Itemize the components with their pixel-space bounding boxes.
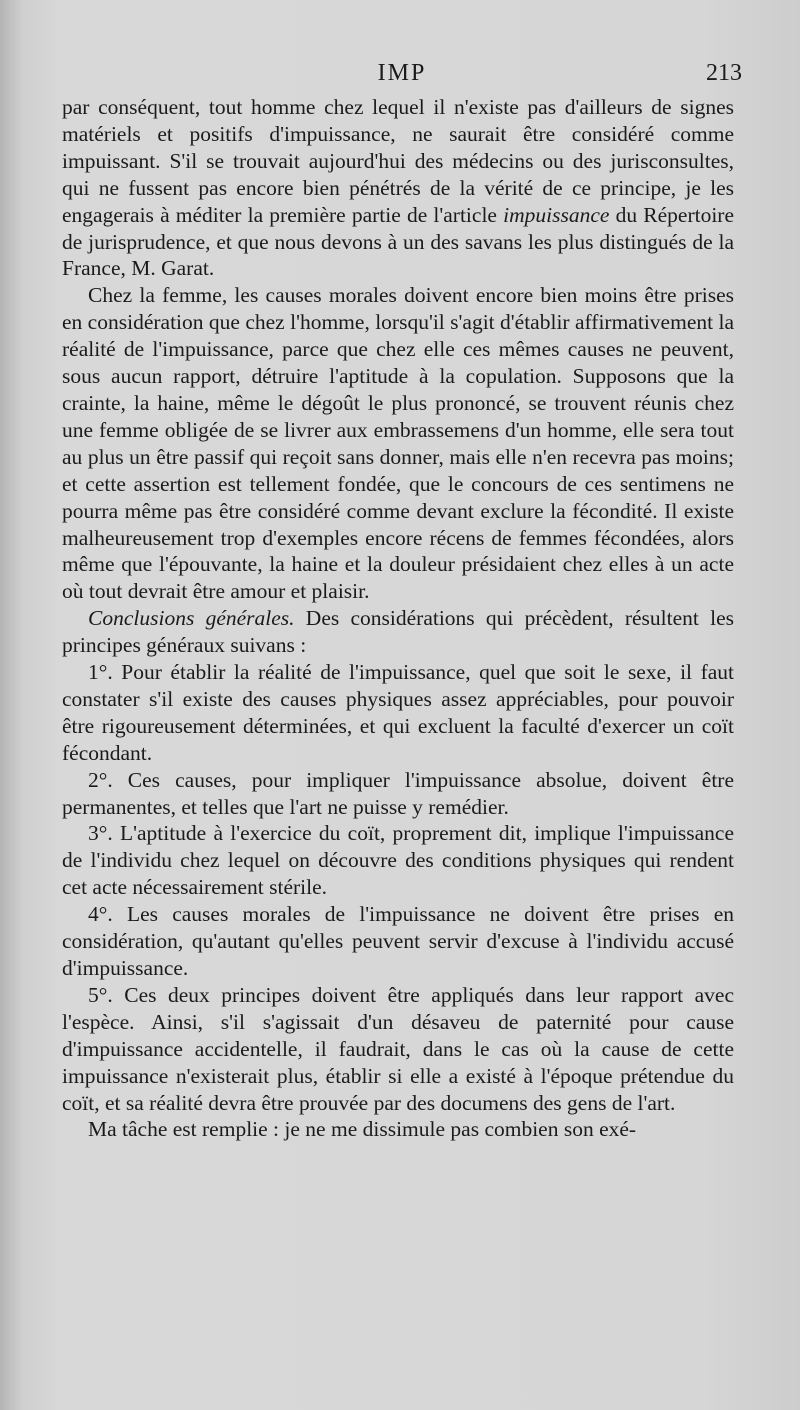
paragraph-conclusions (62, 605, 734, 659)
page-number: 213 (706, 60, 742, 86)
principle-1: 1°. Pour établir la réalité de l'impuissance, quel que soit le sexe, il faut constater s'il existe des causes physiques assez appréciables, pour pouvoir être rigoureusement déterminées, et qui excluent la faculté d'exercer un coït fécondant. (62, 660, 734, 765)
paragraph-final: Ma tâche est remplie : je ne me dissimule pas combien son exé- (88, 1117, 637, 1142)
paragraph-text: par conséquent, tout homme chez lequel il n'existe pas d'ailleurs de signes matériels et positifs d'impuissance, ne saurait être considéré comme impuissant. S'il se trouvait aujourd'hui des médecins ou des jurisconsultes, qui ne fussent pas encore bien pénétrés de la vérité de ce principe, je les engagerais à méditer la première partie de l'article (62, 95, 734, 227)
principle-3: 3°. L'aptitude à l'exercice du coït, proprement dit, implique l'impuissance de l'individu chez lequel on découvre des conditions physiques qui rendent cet acte nécessairement stérile. (62, 821, 734, 900)
italic-term: impuissance (503, 202, 610, 227)
page-header (62, 58, 742, 92)
principle-5: 5°. Ces deux principes doivent être appliqués dans leur rapport avec l'espèce. Ainsi, s'il s'agissait d'un désaveu de paternité pour cause d'impuissance accidentelle, il faudrait, dans le cas où la cause de cette impuissance n'existerait plus, établir si elle a existé à l'époque prétendue du coït, et sa réalité devra être prouvée par des documens des gens de l'art. (62, 982, 734, 1115)
paragraph-women: Chez la femme, les causes morales doivent encore bien moins être prises en considération que chez l'homme, lorsqu'il s'agit d'établir affirmativement la réalité de l'impuissance, parce que chez elle ces mêmes causes ne peuvent, sous aucun rapport, détruire l'aptitude à la copulation. Supposons que la crainte, la haine, même le dégoût le plus prononcé, se trouvent réunis chez une femme obligée de se livrer aux embrassemens d'un homme, elle sera tout au plus un être passif qui reçoit sans donner, mais elle n'en recevra pas moins; et cette assertion est tellement fondée, que le concours de ces sentimens ne pourra même pas être considéré comme devant exclure la fécondité. Il existe malheureusement trop d'exemples encore récens de femmes fécondées, alors même que l'épouvante, la haine et la douleur présidaient chez elles à un acte où tout devrait être amour et plaisir. (62, 283, 734, 604)
principle-4: 4°. Les causes morales de l'impuissance ne doivent être prises en considération, qu'autant qu'elles peuvent servir d'excuse à l'individu accusé d'impuissance. (62, 902, 734, 980)
section-heading: Conclusions générales. (88, 606, 295, 631)
principle-2: 2°. Ces causes, pour impliquer l'impuissance absolue, doivent être permanentes, et telles que l'art ne puisse y remédier. (62, 767, 734, 819)
body-text (62, 94, 734, 1143)
running-head: IMP (377, 60, 427, 86)
paragraph-text: du Répertoire de jurisprudence, et que nous devons à un des savans les plus distingués de la France, M. Garat. (62, 202, 735, 281)
paragraph-text: Des considérations qui précèdent, résultent les principes généraux suivans : (62, 606, 735, 658)
paragraph-continuation (62, 94, 734, 282)
